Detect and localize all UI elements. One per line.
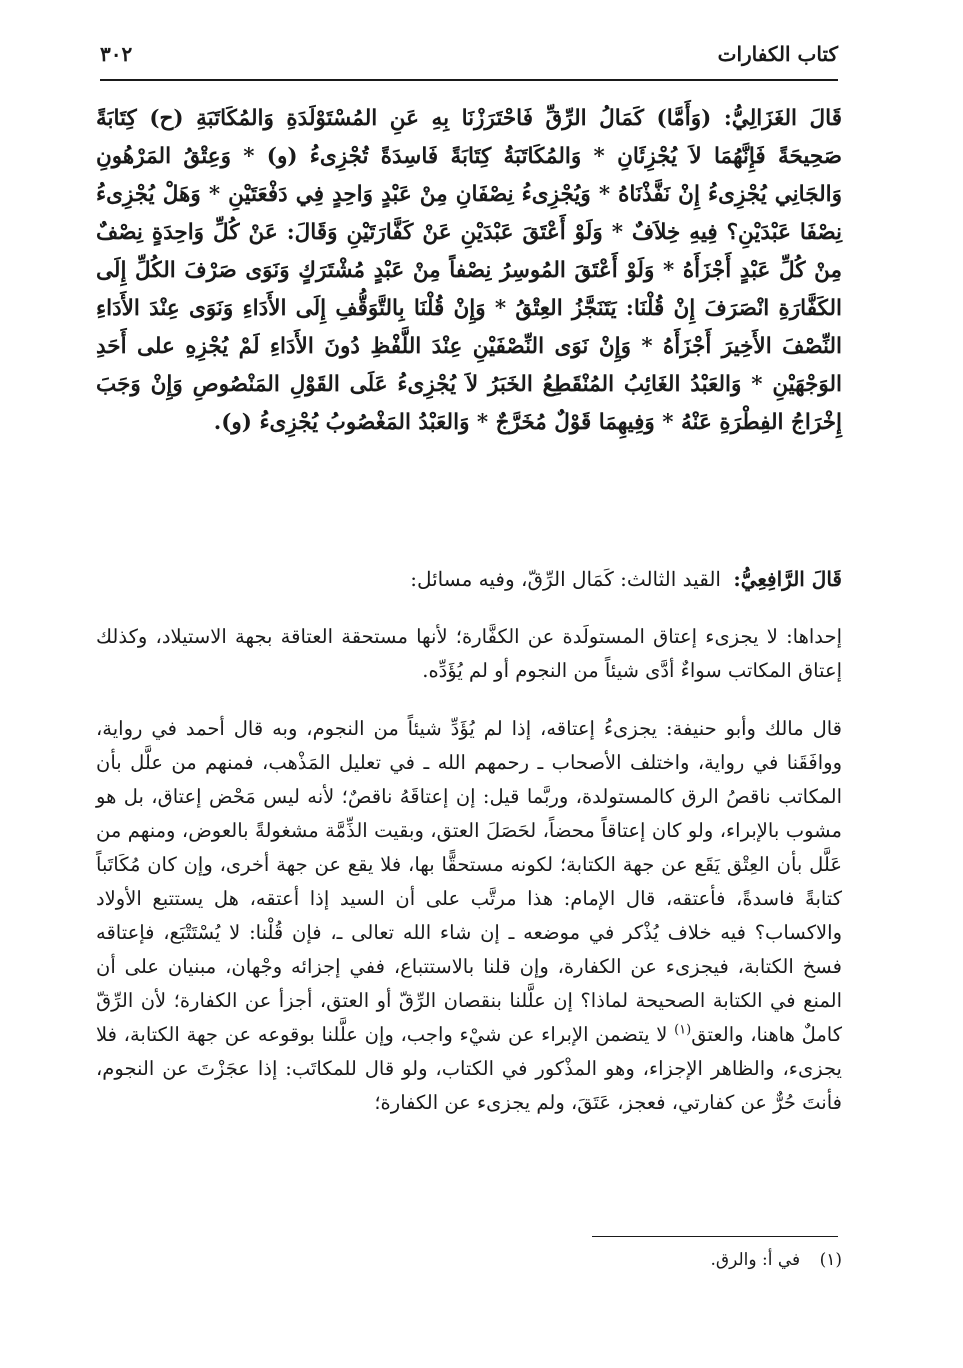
- paragraph-2-part-2: لا يتضمن الإبراء عن شيْء واجب، وإن علَّلنا بوقوعه عن جهة الكتابة، فلا يجزىء، والظاهر الإجزاء، وهو المذْكور في الكتاب، ولو قال للمكاتَب: إذا عجَزْتَ عن النجوم، فأنتَ حُرٌّ عن كفارتي، فعجز، عَتَقَ، ولم يجزىء عن الكفارة؛: [96, 1023, 842, 1114]
- footnote-number: (١): [819, 1250, 842, 1270]
- page-number: ٣٠٢: [100, 42, 133, 66]
- sharh-heading: [96, 562, 842, 596]
- sharh-paragraph-2: [96, 712, 842, 1120]
- header-rule: [100, 79, 838, 81]
- footnote-reference[interactable]: (١): [674, 1022, 692, 1038]
- footnote: [96, 1245, 842, 1275]
- footnote-text: في أ: والرق.: [710, 1250, 801, 1270]
- sharh-paragraph-1: إحداها: لا يجزىء إعتاق المستولَدة عن الكفَّارة؛ لأنها مستحقة العتاقة بجهة الاستيلاد، وكذلك إعتاق المكاتب سواءٌ أدَّى شيئاً من النجوم أو لم يُؤَدِّه.: [96, 625, 842, 682]
- matn-text: قَالَ الغَزَالِيُّ: (وَأَمَّا) كَمَالُ الرِّقِّ فَاحْتَرَزْنَا بِهِ عَنِ المُسْتَوْلَدَةِ وَالمُكَاتَبَةِ (ح) كِتَابَةً صَحِيحَةً فَإِنَّهُمَا لاَ يُجْزِئَانِ * وَالمُكَاتَبَةُ كِتَابَةً فَاسِدَةً تُجْزِىءُ (و) * وَعِتْقُ المَرْهُونِ وَالجَانِي يُجْزِىءُ إِنْ نَفَّذْنَاهُ * وَيُجْزِىءُ نِصْفَانِ مِنْ عَبْدٍ وَاحِدٍ فِي دَفْعَتَيْنِ * وَهَلْ يُجْزِىءُ نِصْفَا عَبْدَيْنِ؟ فِيهِ خِلاَفٌ * وَلَوْ أَعْتَقَ عَبْدَيْنِ عَنْ كَفَّارَتَيْنِ وَقَالَ: عَنْ كُلِّ وَاحِدَةٍ نِصْفٌ مِنْ كُلِّ عَبْدٍ أَجْزَأَهُ * وَلَوْ أَعْتَقَ المُوسِرُ نِصْفاً مِنْ عَبْدٍ مُشْتَرَكٍ وَنَوَى صَرْفَ الكُلِّ إِلَى الكَفَّارَةِ انْصَرَفَ إِنْ قُلْنَا: يَتَنَجَّزُ العِتْقُ * وَإِنْ قُلْنَا بِالتَّوَقُّفِ إِلَى الأَدَاءِ وَنَوَى عِنْدَ الأَدَاءِ النِّصْفَ الأَخِيرَ أَجْزَأَهُ * وَإِنْ نَوَى النِّصْفَيْنِ عِنْدَ اللَّفْظِ دُونَ الأَدَاءِ لَمْ يُجْزِهِ على أَحَدِ الوَجْهَيْنِ * وَالعَبْدُ الغَائِبُ المُنْقَطِعُ الخَبَرُ لاَ يُجْزِىءُ عَلَى القَوْلِ المَنْصُوصِ وَإِنْ وَجَبَ إِخْرَاجُ الفِطْرَةِ عَنْهُ * وَفِيهِمَا قَوْلٌ مُخَرَّجٌ * وَالعَبْدُ المَغْصُوبُ يُجْزِىءُ (و).: [96, 106, 842, 435]
- book-title: كتاب الكفارات: [717, 42, 838, 66]
- paragraph-2-part-1: قال مالك وأبو حنيفة: يجزىءُ إعتاقه، إذا لم يُؤَدِّ شيئاً من النجوم، وبه قال أحمد في رواية، ووافَقَنا في رواية، واختلف الأصحاب ـ رحمهم الله ـ في تعليل المَذْهب، فمنهم من علَّل بأن المكاتب ناقصُ الرق كالمستولدة، وربَّما قيل: إن إعتاقَهُ ناقصٌ؛ لأنه ليس مَحْض إعتاق، بل هو مشوب بالإبراء، ولو كان إعتاقاً محضاً، لحَصَلَ العتق، وبقيت الذِّمَّة مشغولةً بالعوض، ومنهم من عَلَّل بأن العِتْق يَقَع عن جهة الكتابة؛ لكونه مستحقًّا بها، فلا يقع عن جهة أخرى، وإن كان مُكَاتَباً كتابةً فاسدةً، فأعتقه، قال الإمام: هذا مرتَّب على أن السيد إذا أعتقه، هل يستتبع الأولاد والاكساب؟ فيه خلاف يُذْكر في موضعه ـ إن شاء الله تعالى ـ، فإن قُلْنا: لا يُسْتَتْبَع، فإعتاقه فسخ الكتابة، فيجزىء عن الكفارة، وإن قلنا بالاستتباع، ففي إجزائه وجْهان، مبنيان على أن المنع في الكتابة الصحيحة لماذا؟ إن علَّلنا بنقصان الرِّقّ أو العتق، أجزأ عن الكفارة؛ لأن الرِّقّ كاملٌ هاهنا، والعتق: [96, 717, 843, 1046]
- sharh-intro: القيد الثالث: كَمَال الرِّقّ، وفيه مسائل:: [410, 567, 721, 591]
- page-header: [100, 42, 838, 76]
- sharh-speaker: قَالَ الرَّافِعِيُّ:: [733, 567, 842, 591]
- footnote-rule: [592, 1236, 838, 1237]
